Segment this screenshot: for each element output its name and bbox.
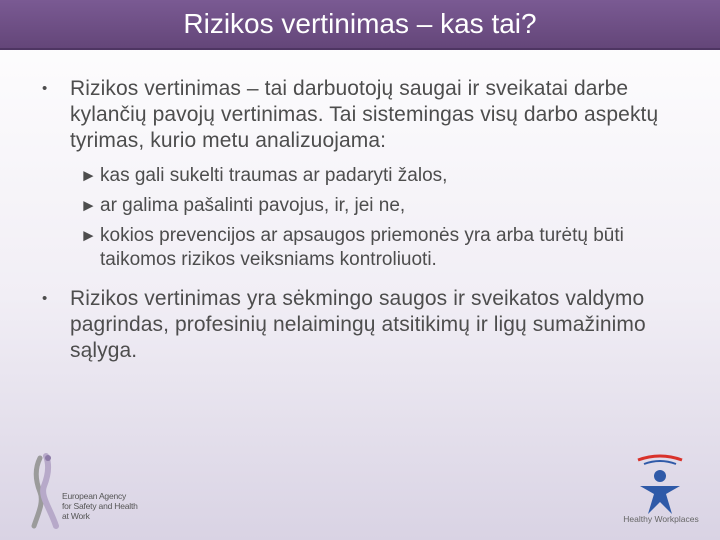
sub-item-text: ar galima pašalinti pavojus, ir, jei ne,	[100, 195, 406, 216]
healthy-workplaces-text: Healthy Workplaces	[623, 514, 699, 524]
sub-item-2	[42, 194, 682, 218]
bullet-text: Rizikos vertinimas – tai darbuotojų saugai ir sveikatai darbe kylančių pavojų vertinimas. Tai sistemingas visų darbo aspektų tyrimas, kurio metu analizuojama:	[70, 77, 659, 152]
slide-content	[42, 76, 682, 364]
sub-item-text: kokios prevencijos ar apsaugos priemonės yra arba turėtų būti taikomos rizikos veiksniams kontroliuoti.	[100, 225, 624, 270]
sub-item-3	[42, 224, 682, 272]
bullet-item-1	[42, 76, 682, 154]
bullet-item-2	[42, 286, 682, 364]
sub-list	[42, 164, 682, 272]
sub-item-1	[42, 164, 682, 188]
bullet-marker: •	[42, 290, 48, 307]
sub-item-text: kas gali sukelti traumas ar padaryti žalos,	[100, 165, 448, 186]
arrow-icon: ►	[80, 166, 97, 185]
arrow-icon: ►	[80, 226, 97, 245]
bullet-marker: •	[42, 80, 48, 97]
eu-osha-logo-text: European Agency for Safety and Health at Work	[62, 491, 138, 521]
slide-title: Rizikos vertinimas – kas tai?	[183, 8, 537, 39]
bullet-text: Rizikos vertinimas yra sėkmingo saugos ir sveikatos valdymo pagrindas, profesinių nelaimingų atsitikimų ir ligų sumažinimo sąlyga.	[70, 287, 646, 362]
arrow-icon: ►	[80, 196, 97, 215]
